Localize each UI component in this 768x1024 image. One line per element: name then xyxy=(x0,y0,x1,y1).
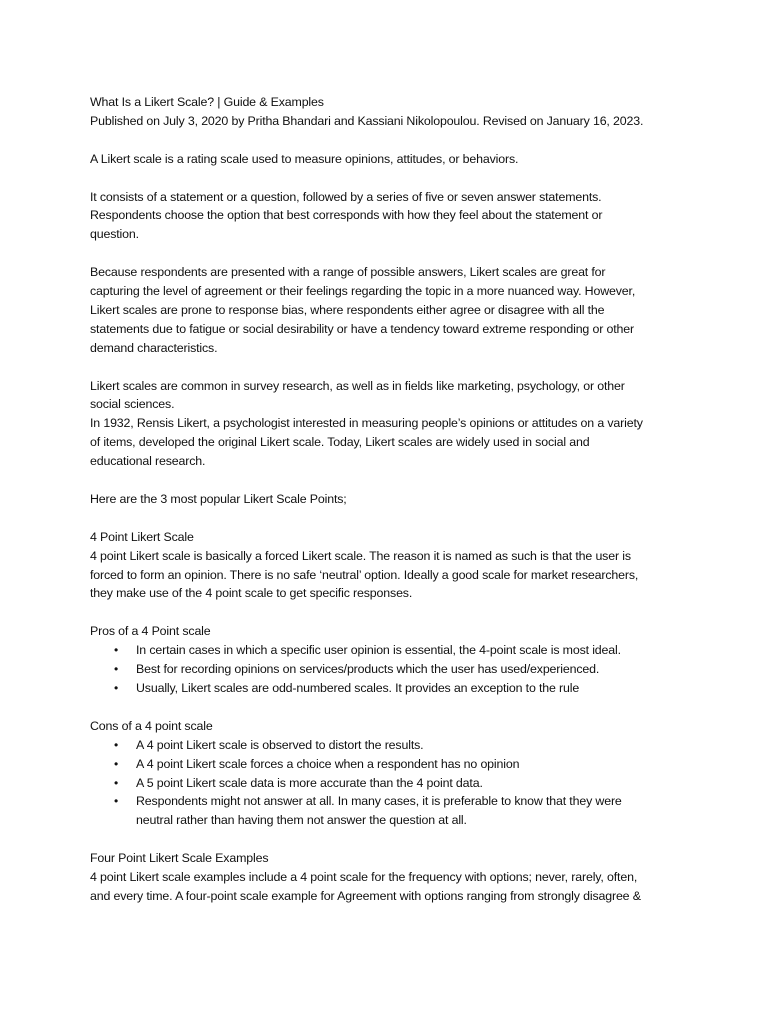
intro-paragraph: A Likert scale is a rating scale used to measure opinions, attitudes, or behaviors. xyxy=(90,151,519,166)
cons-list xyxy=(90,736,690,831)
byline: Published on July 3, 2020 by Pritha Bhandari and Kassiani Nikolopoulou. Revised on January 16, 2023. xyxy=(90,113,644,128)
cons-heading: Cons of a 4 point scale xyxy=(90,718,213,733)
list-item-text: A 4 point Likert scale is observed to distort the results. xyxy=(136,737,424,752)
because-line-4: statements due to fatigue or social desirability or have a tendency toward extreme responding or other xyxy=(90,321,634,336)
spacer xyxy=(90,471,690,490)
list-item xyxy=(114,641,690,660)
list-item xyxy=(114,736,690,755)
consists-line-3: question. xyxy=(90,227,139,242)
examples-heading: Four Point Likert Scale Examples xyxy=(90,851,269,866)
because-line-3: Likert scales are prone to response bias, where respondents either agree or disagree with all the xyxy=(90,302,605,317)
list-item-text: Respondents might not answer at all. In many cases, it is preferable to know that they were xyxy=(136,794,622,809)
consists-line-2: Respondents choose the option that best corresponds with how they feel about the statement or xyxy=(90,208,603,223)
list-item xyxy=(114,792,690,830)
popular-points-line: Here are the 3 most popular Likert Scale Points; xyxy=(90,491,347,506)
bullet-icon: • xyxy=(114,737,119,752)
spacer xyxy=(90,509,690,528)
history-line-1: In 1932, Rensis Likert, a psychologist interested in measuring people’s opinions or attitudes on a variety xyxy=(90,416,643,431)
because-line-2: capturing the level of agreement or their feelings regarding the topic in a more nuanced way. However, xyxy=(90,284,636,299)
history-line-3: educational research. xyxy=(90,454,206,469)
four-point-heading: 4 Point Likert Scale xyxy=(90,529,194,544)
pros-list xyxy=(90,641,690,698)
spacer xyxy=(90,131,690,150)
bullet-icon: • xyxy=(114,756,119,771)
bullet-icon: • xyxy=(114,794,119,809)
list-item xyxy=(114,774,690,793)
common-line-1: Likert scales are common in survey research, as well as in fields like marketing, psychology, or other xyxy=(90,378,625,393)
bullet-icon: • xyxy=(114,643,119,658)
list-item-text: A 4 point Likert scale forces a choice when a respondent has no opinion xyxy=(136,756,520,771)
examples-line-2: and every time. A four-point scale example for Agreement with options ranging from strongly disagree & xyxy=(90,888,641,903)
spacer xyxy=(90,244,690,263)
bullet-icon: • xyxy=(114,775,119,790)
spacer xyxy=(90,169,690,188)
examples-line-1: 4 point Likert scale examples include a 4 point scale for the frequency with options; never, rarely, often, xyxy=(90,870,638,885)
spacer xyxy=(90,603,690,622)
spacer xyxy=(90,830,690,849)
because-line-1: Because respondents are presented with a range of possible answers, Likert scales are great for xyxy=(90,265,606,280)
list-item xyxy=(114,660,690,679)
list-item xyxy=(114,679,690,698)
four-point-line-2: forced to form an opinion. There is no safe ‘neutral’ option. Ideally a good scale for market researchers, xyxy=(90,567,639,582)
list-item-text: A 5 point Likert scale data is more accurate than the 4 point data. xyxy=(136,775,483,790)
bullet-icon: • xyxy=(114,662,119,677)
because-line-5: demand characteristics. xyxy=(90,340,218,355)
common-line-2: social sciences. xyxy=(90,397,175,412)
document-page xyxy=(90,93,690,906)
list-item-text: Best for recording opinions on services/products which the user has used/experienced. xyxy=(136,662,600,677)
bullet-icon: • xyxy=(114,680,119,695)
list-item-text: Usually, Likert scales are odd-numbered scales. It provides an exception to the rule xyxy=(136,680,580,695)
history-line-2: of items, developed the original Likert scale. Today, Likert scales are widely used in social and xyxy=(90,435,590,450)
consists-line-1: It consists of a statement or a question, followed by a series of five or seven answer statements. xyxy=(90,189,602,204)
spacer xyxy=(90,358,690,377)
list-item xyxy=(114,755,690,774)
list-item-text-continued: neutral rather than having them not answer the question at all. xyxy=(136,813,467,828)
four-point-line-1: 4 point Likert scale is basically a forced Likert scale. The reason it is named as such is that the user is xyxy=(90,548,631,563)
list-item-text: In certain cases in which a specific user opinion is essential, the 4-point scale is most ideal. xyxy=(136,643,621,658)
document-title: What Is a Likert Scale? | Guide & Examples xyxy=(90,95,324,109)
spacer xyxy=(90,698,690,717)
pros-heading: Pros of a 4 Point scale xyxy=(90,624,211,639)
four-point-line-3: they make use of the 4 point scale to get specific responses. xyxy=(90,586,413,601)
